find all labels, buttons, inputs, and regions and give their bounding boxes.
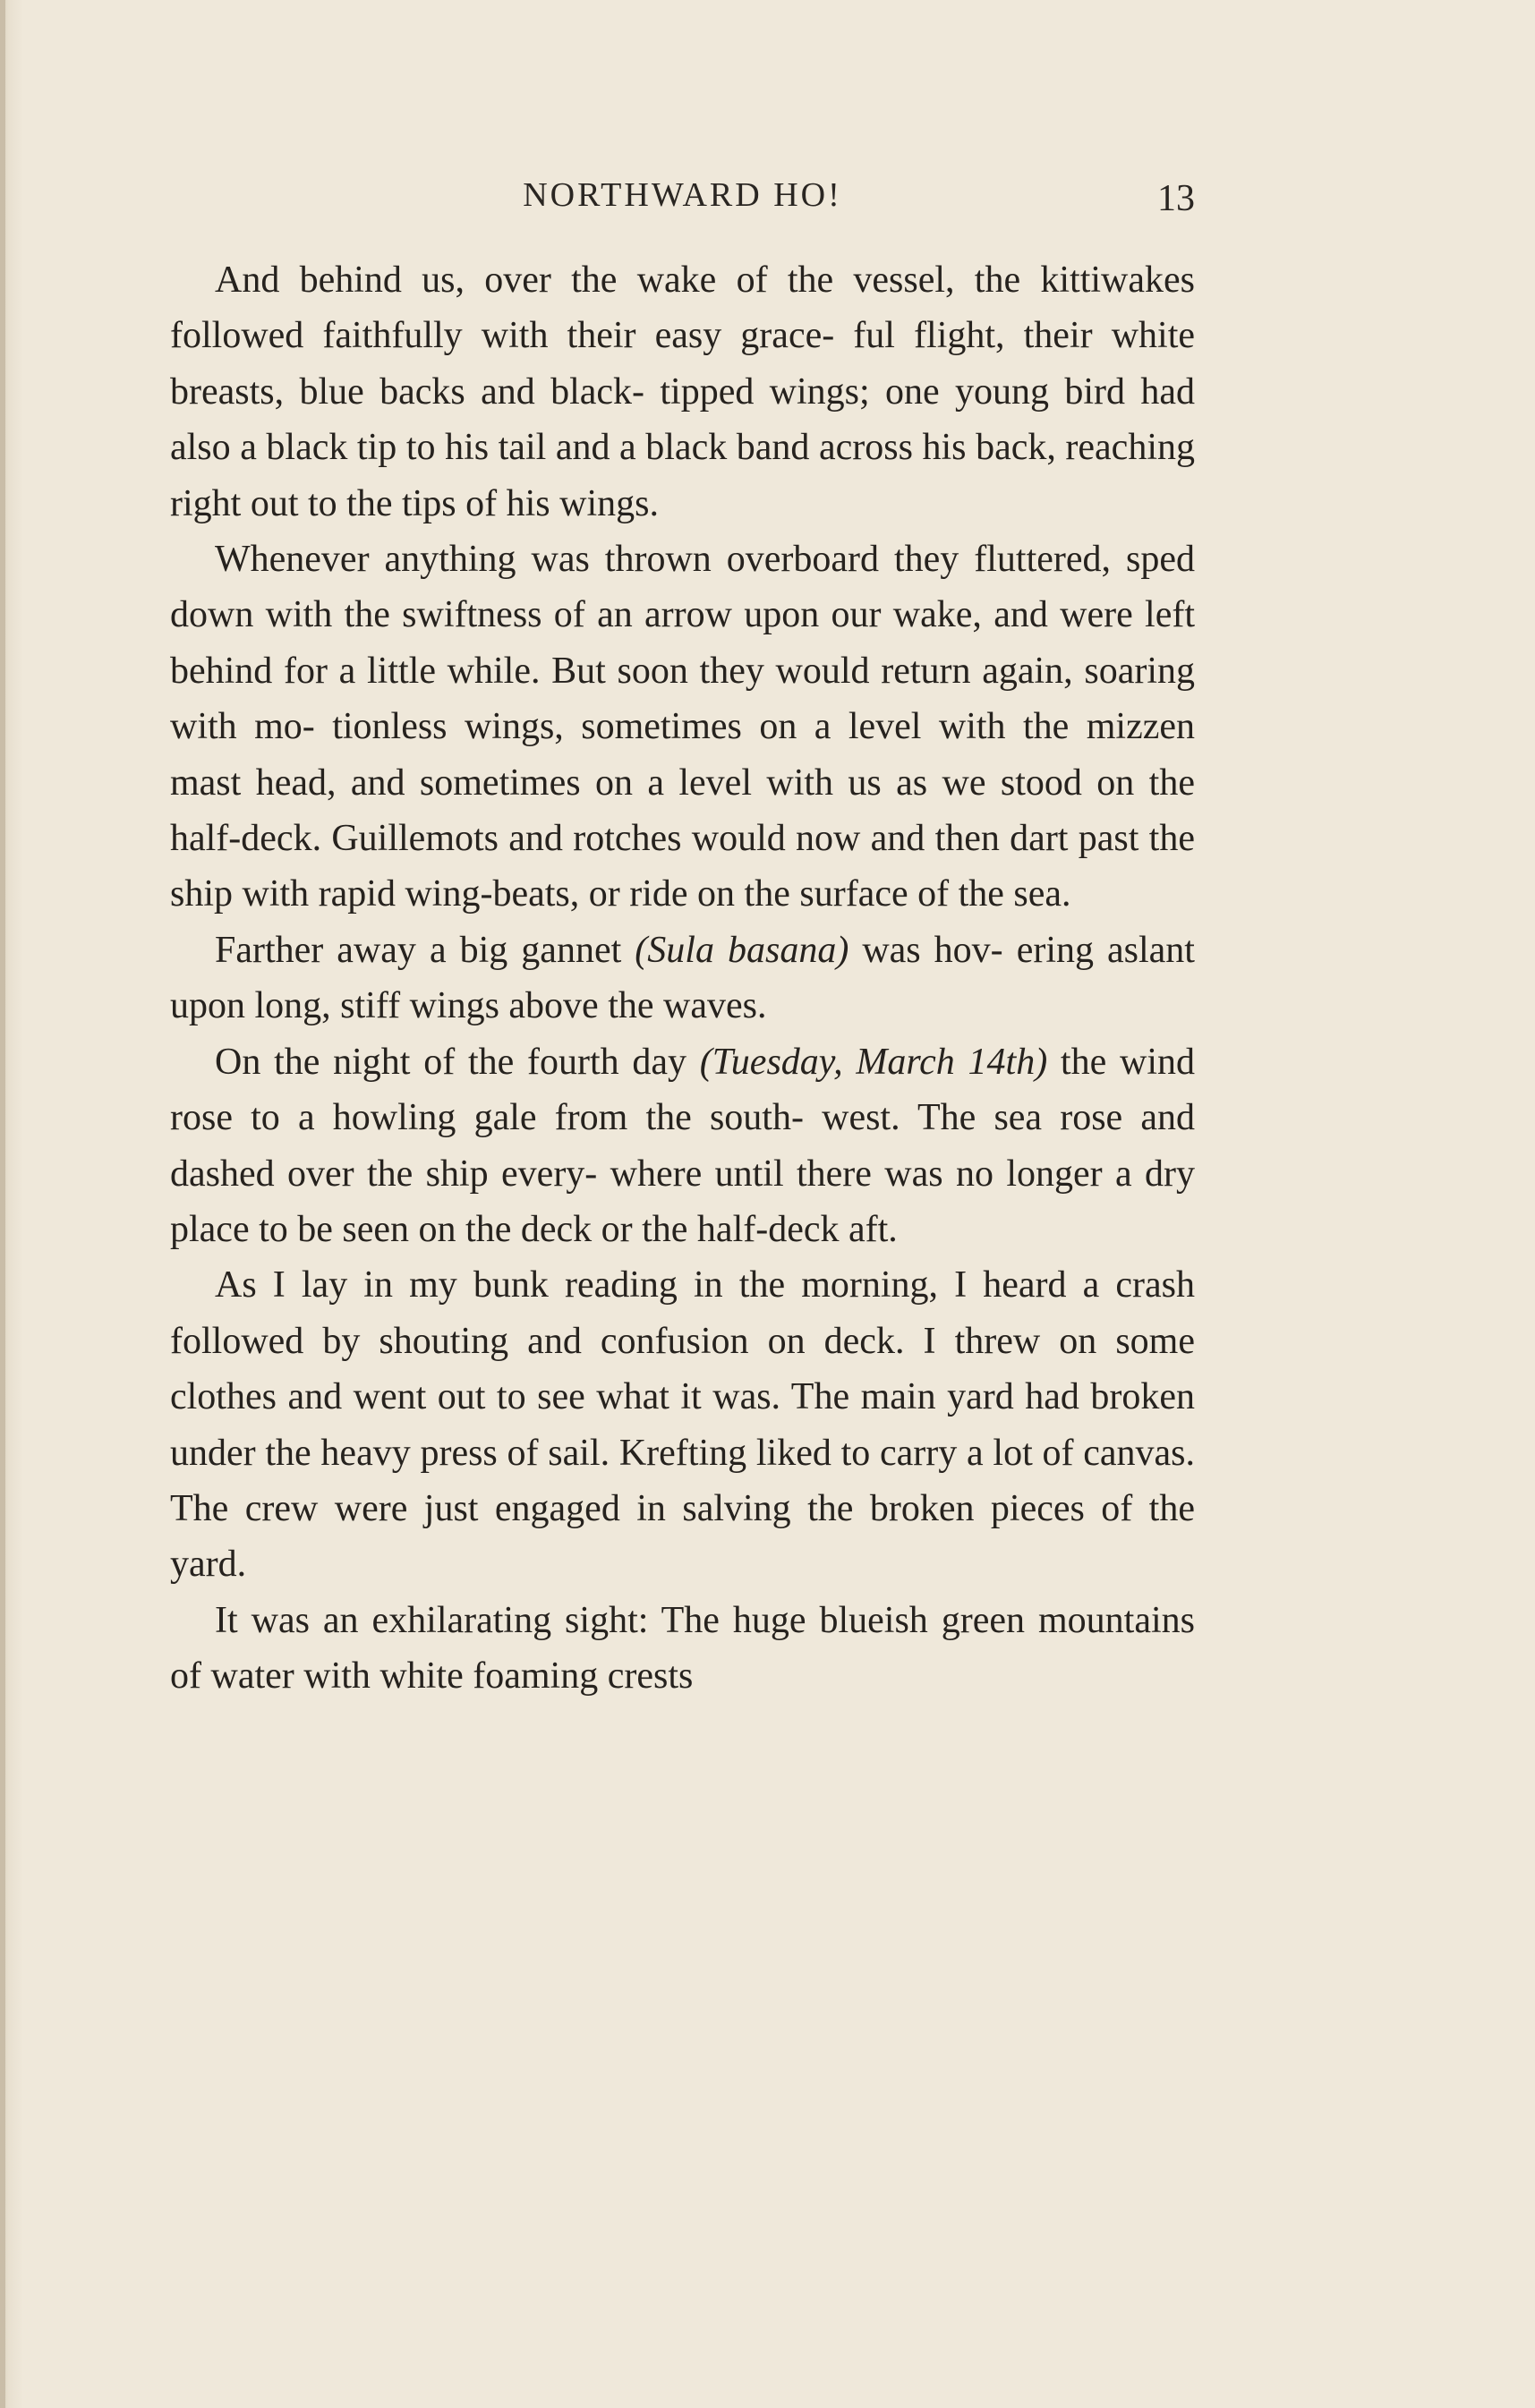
- paragraph: [170, 1257, 1195, 1592]
- text-run: On the night of the fourth day: [215, 1041, 700, 1083]
- paragraph: [170, 923, 1195, 1034]
- paragraph: [170, 252, 1195, 532]
- text-run: As I lay in my bunk reading in the morning, I heard a crash followed by shouting and confusion on deck. I threw on some clothes and went out to see what it was. The main yard had broken under the heavy press of sail. Krefting liked to carry a lot of canvas. The crew were just engaged in salving the broken pieces of the yard.: [170, 1264, 1195, 1586]
- page-binding-edge: [0, 0, 5, 2408]
- italic-scientific-name: (Sula basana): [635, 929, 849, 971]
- text-run: It was an exhilarating sight: The huge blueish green mountains of water with white foaming crests: [170, 1599, 1195, 1698]
- paragraph: [170, 1593, 1195, 1705]
- text-run: the wind rose to a howling gale from the south- west. The sea rose and dashed over the ship every- where until there was no longer a dry place to be seen on the deck or the half-deck aft.: [170, 1041, 1195, 1250]
- running-head: [170, 166, 1195, 220]
- body-text: [170, 252, 1195, 1705]
- page-number: 13: [1157, 178, 1195, 219]
- paragraph: [170, 532, 1195, 923]
- text-run: Farther away a big gannet: [215, 929, 635, 971]
- text-run: And behind us, over the wake of the vessel, the kittiwakes followed faithfully with their easy grace- ful flight, their white breasts, blue backs and black- tipped wings; one young bird had also a black tip to his tail and a black band across his back, reaching right out to the tips of his wings.: [170, 260, 1195, 524]
- paragraph: [170, 1034, 1195, 1258]
- running-title: NORTHWARD HO!: [523, 176, 842, 214]
- text-run: Whenever anything was thrown overboard they fluttered, sped down with the swiftness of an arrow upon our wake, and were left behind for a little while. But soon they would return again, soaring with mo- tionless wings, sometimes on a level with the mizzen mast head, and sometimes on a level with us as we stood on the half-deck. Guillemots and rotches would now and then dart past the ship with rapid wing-beats, or ride on the surface of the sea.: [170, 539, 1195, 915]
- italic-date: (Tuesday, March 14th): [699, 1041, 1048, 1083]
- text-run: was hov- ering aslant upon long, stiff wings above the waves.: [170, 929, 1195, 1027]
